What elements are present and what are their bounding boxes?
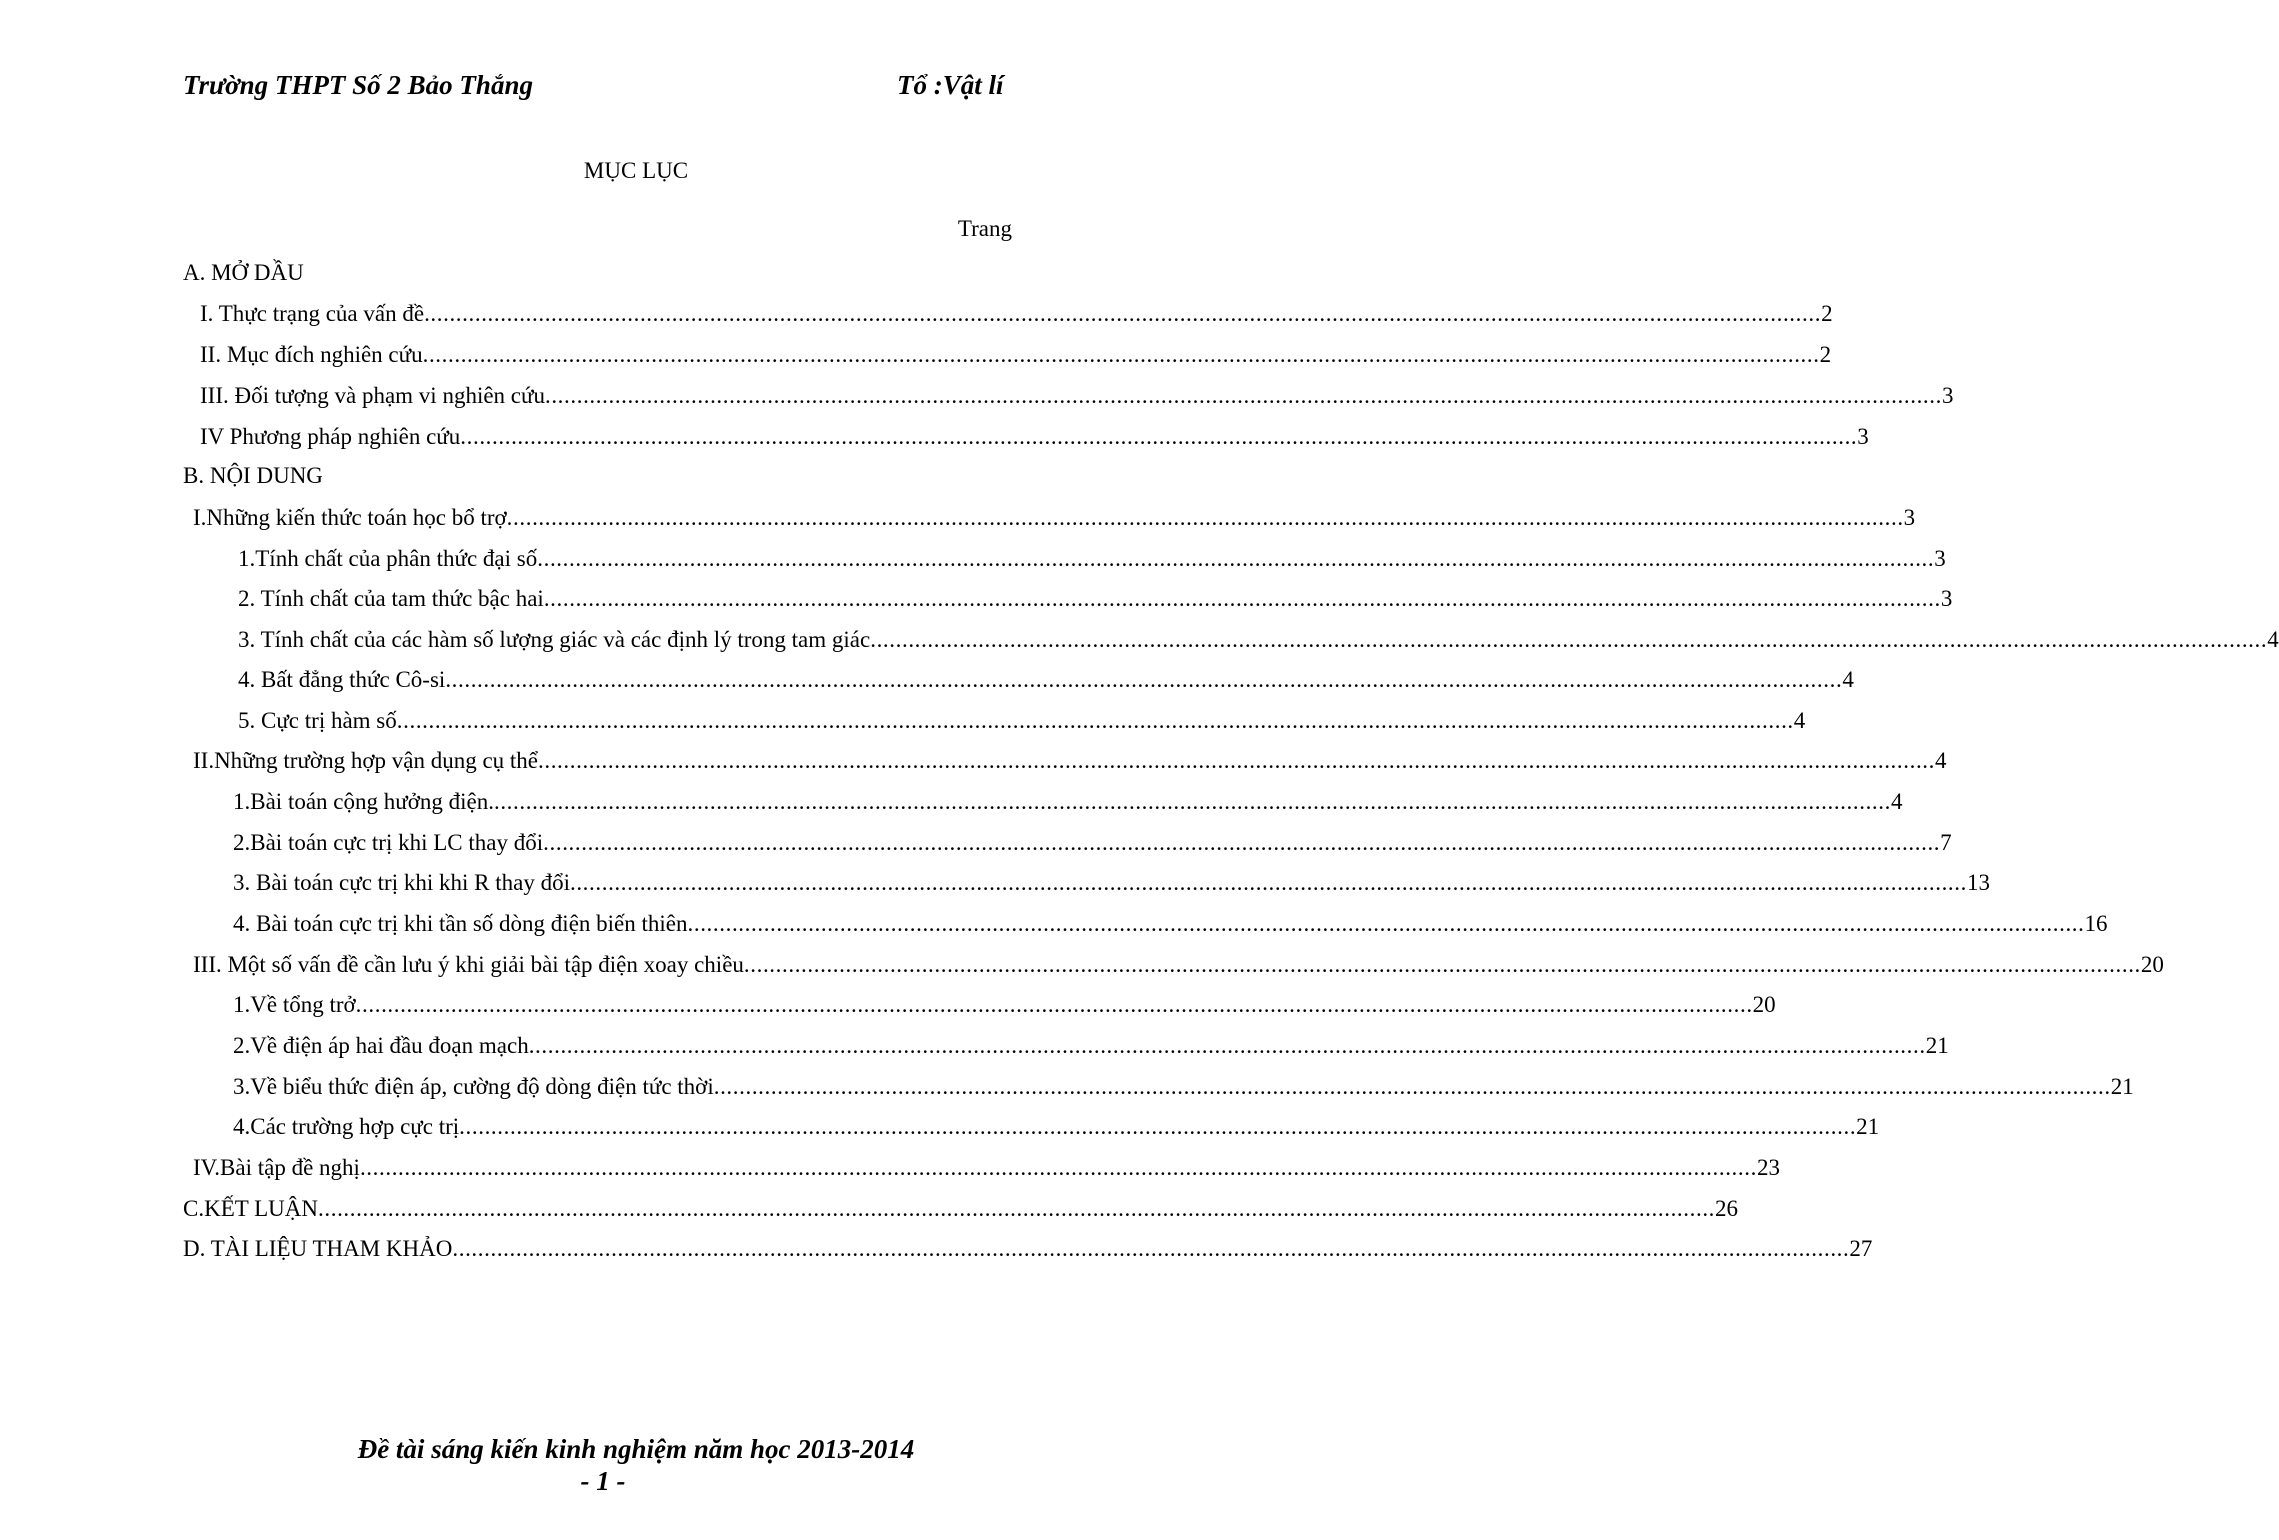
toc-entry-page: 21 [1856, 1114, 1880, 1139]
toc-leader-dots: ............................................................................................................................................................................................................................ [424, 301, 1822, 326]
toc-entry [193, 745, 1947, 777]
toc-leader-dots: ............................................................................................................................................................................................................................ [528, 1033, 1926, 1058]
toc-entry-page: 20 [2140, 952, 2164, 977]
toc-entry-label: 3.Về biểu thức điện áp, cường độ dòng điện tức thời [233, 1074, 714, 1099]
toc-entry [183, 1233, 1873, 1265]
toc-entry-label: 4. Bất đẳng thức Cô-si [238, 667, 446, 692]
toc-entry-label: 1.Bài toán cộng hưởng điện. [233, 789, 494, 814]
toc-entry-label: D. TÀI LIỆU THAM KHẢO [183, 1236, 453, 1261]
toc-entry-label: IV.Bài tập đề nghị [193, 1155, 360, 1180]
toc-entry-page: 13 [1966, 870, 1990, 895]
toc-entry-label: 1.Tính chất của phân thức đại số [238, 546, 538, 571]
toc-entry-page: 4 [1890, 789, 1903, 814]
toc-entry [193, 502, 1916, 534]
toc-entry [238, 664, 1854, 696]
toc-entry-page: 3 [1940, 586, 1953, 611]
toc-entry-label: I.Những kiến thức toán học bổ trợ [193, 505, 507, 530]
toc-entry-label: III. Đối tượng và phạm vi nghiên cứu [200, 383, 545, 408]
toc-leader-dots: ............................................................................................................................................................................................................................ [537, 546, 1935, 571]
toc-entry [193, 1152, 1780, 1184]
toc-page-column-label: Trang [957, 216, 1012, 241]
toc-title: MỤC LỤC [583, 158, 689, 183]
toc-entry [238, 624, 2279, 656]
toc-entry [238, 583, 1953, 615]
toc-leader-dots: ............................................................................................................................................................................................................................ [445, 667, 1843, 692]
toc-entry-page: 4 [1842, 667, 1854, 692]
toc-leader-dots: ............................................................................................................................................................................................................................ [544, 383, 1942, 408]
toc-entry-page: 7 [1940, 830, 1952, 855]
toc-entry-label: 3. Bài toán cực trị khi khi R thay đổi [233, 870, 570, 895]
toc-leader-dots: ............................................................................................................................................................................................................................ [355, 992, 1753, 1017]
toc-entry-label: 5. Cực trị hàm số [238, 708, 397, 733]
toc-entry-page: 3 [1934, 546, 1946, 571]
toc-entry-page: 21 [2110, 1074, 2134, 1099]
toc-entry-label: 2.Về điện áp hai đầu đoạn mạch [233, 1033, 529, 1058]
toc-entry-page: 4 [1935, 748, 1947, 773]
toc-leader-dots: ............................................................................................................................................................................................................................ [538, 748, 1935, 773]
toc-entry-label: 3. Tính chất của các hàm số lượng giác và các định lý trong tam giác [238, 627, 871, 652]
toc-entry [233, 867, 1990, 899]
toc-leader-dots: ............................................................................................................................................................................................................................ [452, 1236, 1850, 1261]
toc-leader-dots: ............................................................................................................................................................................................................................ [743, 952, 2141, 977]
toc-entry-label: 4. Bài toán cực trị khi tần số dòng điện biến thiên [233, 911, 688, 936]
toc-leader-dots: ............................................................................................................................................................................................................................ [543, 830, 1941, 855]
toc-entry-page: 20 [1752, 992, 1776, 1017]
toc-leader-dots: ............................................................................................................................................................................................................................ [506, 505, 1904, 530]
toc-section-heading-b: B. NỘI DUNG [183, 463, 323, 488]
toc-entry-page: 27 [1849, 1236, 1873, 1261]
toc-entry [233, 1071, 2134, 1103]
toc-leader-dots: ............................................................................................................................................................................................................................ [543, 586, 1941, 611]
toc-leader-dots: ............................................................................................................................................................................................................................ [493, 789, 1891, 814]
toc-leader-dots: ............................................................................................................................................................................................................................ [396, 708, 1794, 733]
toc-entry-label: III. Một số vấn đề cần lưu ý khi giải bài tập điện xoay chiều [193, 952, 744, 977]
toc-entry-label: 4.Các trường hợp cực trị [233, 1114, 460, 1139]
toc-entry-label: C.KẾT LUẬN [183, 1196, 319, 1221]
toc-leader-dots: ............................................................................................................................................................................................................................ [569, 870, 1967, 895]
toc-entry-page: 3 [1941, 383, 1954, 408]
toc-entry [200, 298, 1833, 330]
toc-leader-dots: ............................................................................................................................................................................................................................ [318, 1196, 1716, 1221]
toc-entry-page: 4 [2267, 627, 2279, 652]
toc-entry-label: 2.Bài toán cực trị khi LC thay đổi [233, 830, 544, 855]
toc-leader-dots: ............................................................................................................................................................................................................................ [422, 342, 1820, 367]
toc-entry-label: II. Mục đích nghiên cứu [200, 342, 423, 367]
toc-entry-page: 2 [1821, 301, 1833, 326]
toc-leader-dots: ............................................................................................................................................................................................................................ [459, 1114, 1857, 1139]
toc-entry-label: II.Những trường hợp vận dụng cụ thể [193, 748, 538, 773]
toc-entry [183, 1193, 1739, 1225]
toc-entry [200, 380, 1954, 412]
toc-entry [233, 989, 1776, 1021]
toc-entry [238, 543, 1946, 575]
toc-entry [233, 827, 1952, 859]
header-school-name: Trường THPT Số 2 Bảo Thắng [183, 70, 533, 100]
toc-entry [233, 908, 2108, 940]
toc-leader-dots: ............................................................................................................................................................................................................................ [687, 911, 2085, 936]
footer-title: Đề tài sáng kiến kinh nghiệm năm học 2013-2014 [357, 1434, 915, 1464]
toc-entry-page: 2 [1819, 342, 1832, 367]
toc-entry [233, 1111, 1880, 1143]
toc-entry-label: 2. Tính chất của tam thức bậc hai [238, 586, 544, 611]
toc-section-heading-a: A. MỞ DẦU [183, 260, 304, 285]
toc-entry [200, 421, 1869, 453]
toc-entry-label: 1.Về tổng trở [233, 992, 356, 1017]
toc-entry-page: 3 [1903, 505, 1916, 530]
toc-entry-page: 21 [1925, 1033, 1949, 1058]
toc-entry-page: 3 [1857, 424, 1869, 449]
toc-leader-dots: ............................................................................................................................................................................................................................ [460, 424, 1858, 449]
toc-entry-label: I. Thực trạng của vấn đề [200, 301, 425, 326]
toc-entry [238, 705, 1806, 737]
toc-entry [200, 339, 1832, 371]
footer-page-number: - 1 - [580, 1466, 626, 1496]
toc-entry-page: 16 [2084, 911, 2108, 936]
toc-leader-dots: ............................................................................................................................................................................................................................ [713, 1074, 2111, 1099]
toc-leader-dots: ............................................................................................................................................................................................................................ [359, 1155, 1757, 1180]
toc-entry-label: IV Phương pháp nghiên cứu [200, 424, 461, 449]
toc-entry-page: 4 [1793, 708, 1806, 733]
toc-entry [233, 786, 1903, 818]
toc-entry [233, 1030, 1949, 1062]
toc-entry-page: 26 [1715, 1196, 1739, 1221]
toc-entry-page: 23 [1756, 1155, 1780, 1180]
header-department: Tổ :Vật lí [897, 70, 1004, 100]
toc-leader-dots: ............................................................................................................................................................................................................................ [870, 627, 2268, 652]
toc-entry [193, 949, 2164, 981]
